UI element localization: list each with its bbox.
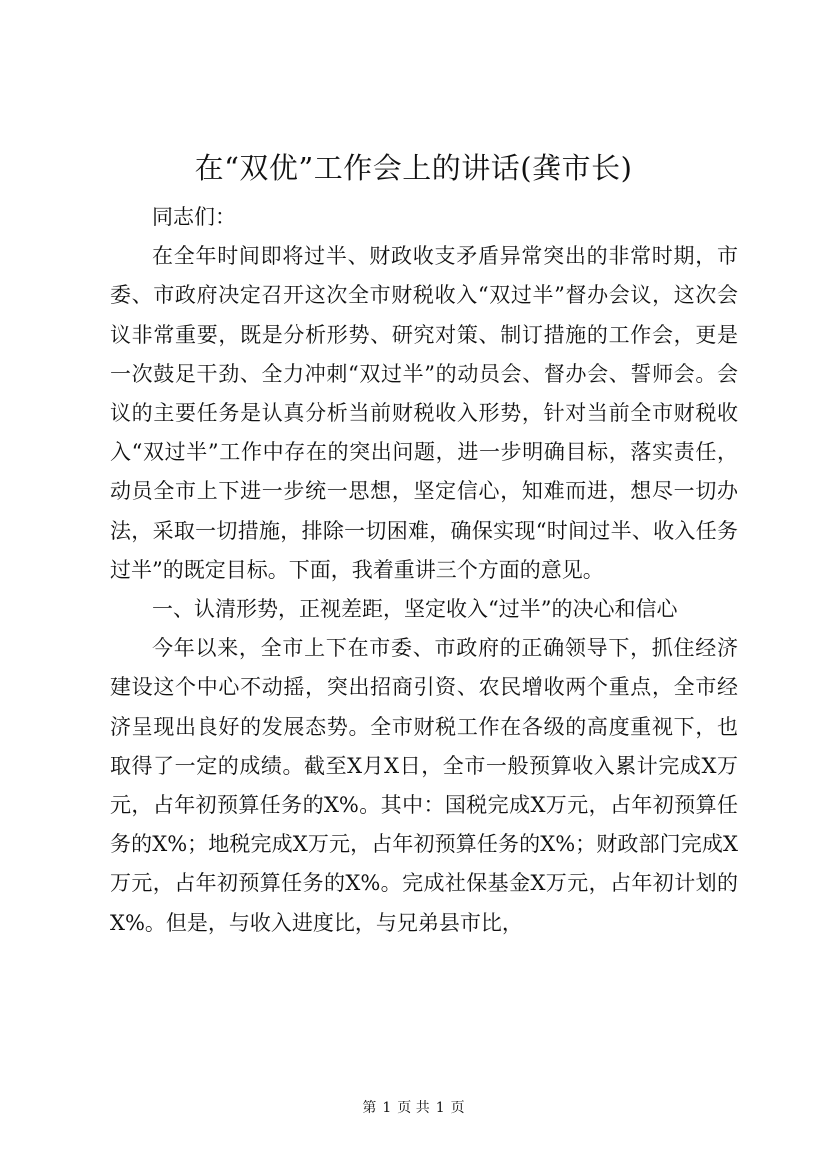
section-heading: 一、认清形势，正视差距，坚定收入“过半”的决心和信心: [152, 597, 678, 622]
page-total: 1: [435, 1100, 445, 1116]
page-number: 1: [382, 1100, 392, 1116]
document-title: 在“双优”工作会上的讲话(龚市长): [194, 151, 633, 185]
situation-paragraph: 今年以来，全市上下在市委、市政府的正确领导下，抓住经济建设这个中心不动摇，突出招商引资、农民增收两个重点，全市经济呈现出良好的发展态势。全市财税工作在各级的高度重视下，也取得了一定的成绩。截至X月X日，全市一般预算收入累计完成X万元，占年初预算任务的X%。其中：国税完成X万元，占年初预算任务的X%；地税完成X万元，占年初预算任务的X%；财政部门完成X万元，占年初预算任务的X%。完成社保基金X万元，占年初计划的X%。但是，与收入进度比，与兄弟县市比，: [110, 636, 738, 935]
footer-label-pre: 第: [362, 1100, 377, 1116]
salutation-paragraph: 同志们：: [152, 205, 236, 229]
document-body: [110, 198, 738, 943]
footer-label-post: 页: [450, 1100, 465, 1116]
footer-label-mid: 页 共: [397, 1100, 430, 1116]
page-footer: [0, 1098, 827, 1118]
intro-paragraph: 在全年时间即将过半、财政收支矛盾异常突出的非常时期，市委、市政府决定召开这次全市财税收入“双过半”督办会议，这次会议非常重要，既是分析形势、研究对策、制订措施的工作会，更是一次鼓足干劲、全力冲刺“双过半”的动员会、督办会、誓师会。会议的主要任务是认真分析当前财税收入形势，针对当前全市财税收入“双过半”工作中存在的突出问题，进一步明确目标，落实责任，动员全市上下进一步统一思想，坚定信心，知难而进，想尽一切办法，采取一切措施，排除一切困难，确保实现“时间过半、收入任务过半”的既定目标。下面，我着重讲三个方面的意见。: [110, 244, 738, 582]
